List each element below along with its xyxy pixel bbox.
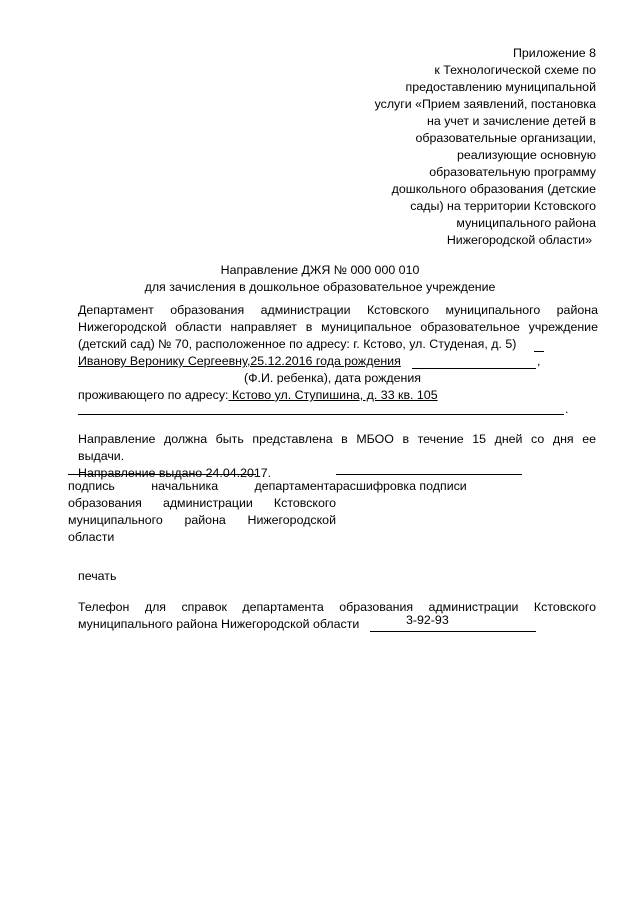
issued-date: Направление выдано 24.04.2017. [78,466,272,480]
address-city: Кстово [228,388,272,402]
signature-caption: подпись начальника департамента [68,479,336,493]
body-line: Департамент образования администрации Кстовского муниципального района [78,303,598,317]
stamp-label: печать [78,569,117,583]
notice-line: выдачи. [78,449,125,463]
appendix-line: Приложение 8 [512,46,596,60]
appendix-line: муниципального района [456,216,596,230]
phone-label: муниципального района Нижегородской области [78,617,360,631]
child-caption: (Ф.И. ребенка), дата рождения [244,371,421,385]
comma: , [537,354,541,368]
address-street: ул. Ступишина, д. 33 кв. 105 [274,388,438,402]
phone-line: Телефон для справок департамента образования администрации Кстовского [78,600,596,614]
phone-row [78,618,359,630]
appendix-line: образовательные организации, [415,131,596,145]
document-title: Направление ДЖЯ № 000 000 010 [220,263,420,277]
address-row [78,389,438,401]
period: . [565,402,569,416]
fill-line [78,414,564,415]
signature-caption: образования администрации Кстовского [68,496,336,510]
appendix-line: реализующие основную [456,148,596,162]
appendix-line: сады) на территории Кстовского [410,199,596,213]
appendix-line: к Технологической схеме по [434,63,596,77]
appendix-line: на учет и зачисление детей в [427,114,596,128]
signature-caption: муниципального района Нижегородской [68,513,336,527]
body-line: (детский сад) № 70, расположенное по адресу: г. Кстово, ул. Студеная, д. 5) [78,337,517,351]
phone-fill-line [370,631,536,632]
signature-line [68,474,256,475]
notice-line: Направление должна быть представлена в МБОО в течение 15 дней со дня ее [78,432,596,446]
appendix-line: Нижегородской области» [446,233,592,247]
fill-line [534,351,544,352]
decode-line [336,474,522,475]
phone-number: 3-92-93 [406,613,449,627]
fill-line [412,368,536,369]
appendix-line: дошкольного образования (детские [391,182,596,196]
appendix-line: предоставлению муниципальной [405,80,596,94]
appendix-line: услуги «Прием заявлений, постановка [374,97,596,111]
child-name-value: Иванову Веронику Сергеевну,25.12.2016 года рождения [78,354,401,368]
child-name [78,355,401,367]
appendix-line: образовательную программу [429,165,596,179]
decode-caption: расшифровка подписи [336,479,467,493]
body-line: Нижегородской области направляет в муниципальное образовательное учреждение [78,320,598,334]
signature-caption: области [68,530,115,544]
address-label: проживающего по адресу: [78,388,229,402]
document-subtitle: для зачисления в дошкольное образовательное учреждение [144,280,496,294]
